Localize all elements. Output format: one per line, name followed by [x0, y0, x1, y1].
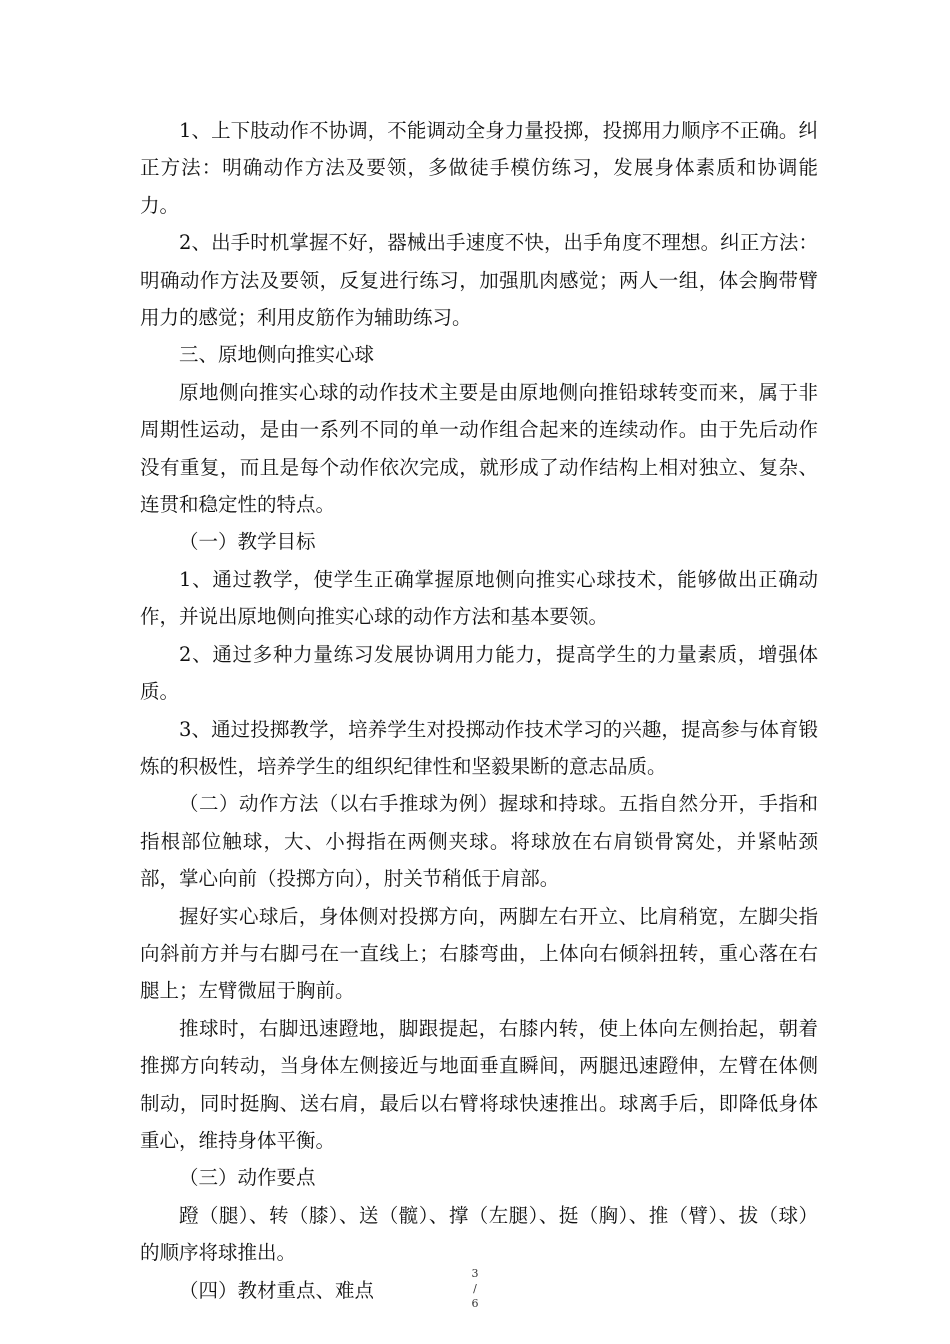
page-number-total: 6: [471, 1297, 479, 1310]
paragraph: 蹬（腿）、转（膝）、送（髋）、撑（左腿）、挺（胸）、推（臂）、拔（球）的顺序将球推出。: [140, 1203, 818, 1265]
subsection-heading: （四）教材重点、难点: [179, 1278, 375, 1302]
subsection-heading: （一）教学目标: [179, 530, 316, 554]
paragraph: 1、上下肢动作不协调，不能调动全身力量投掷，投掷用力顺序不正确。纠正方法：明确动作方法及要领，多做徒手模仿练习，发展身体素质和协调能力。: [140, 119, 818, 217]
paragraph: 2、通过多种力量练习发展协调用力能力，提高学生的力量素质，增强体质。: [140, 642, 818, 704]
section-heading: 三、原地侧向推实心球: [179, 343, 375, 367]
paragraph: 3、通过投掷教学，培养学生对投掷动作技术学习的兴趣，提高参与体育锻炼的积极性，培养学生的组织纪律性和坚毅果断的意志品质。: [140, 717, 818, 778]
paragraph: 推球时，右脚迅速蹬地，脚跟提起，右膝内转，使上体向左侧抬起，朝着推掷方向转动，当身体左侧接近与地面垂直瞬间，两腿迅速蹬伸，左臂在体侧制动，同时挺胸、送右肩，最后以右臂将球快速推出。球离手后，即降低身体重心，维持身体平衡。: [140, 1016, 818, 1152]
page-number-current: 3: [471, 1267, 479, 1280]
document-body: [140, 112, 818, 1309]
paragraph: 2、出手时机掌握不好，器械出手速度不快，出手角度不理想。纠正方法：明确动作方法及要领，反复进行练习，加强肌肉感觉；两人一组，体会胸带臂用力的感觉；利用皮筋作为辅助练习。: [140, 231, 818, 330]
page-number-separator: /: [473, 1282, 477, 1295]
paragraph: （二）动作方法（以右手推球为例）握球和持球。五指自然分开，手指和指根部位触球，大、小拇指在两侧夹球。将球放在右肩锁骨窝处，并紧帖颈部，掌心向前（投掷方向），肘关节稍低于肩部。: [140, 792, 818, 891]
page-number: [465, 1266, 485, 1311]
paragraph: 握好实心球后，身体侧对投掷方向，两脚左右开立、比肩稍宽，左脚尖指向斜前方并与右脚弓在一直线上；右膝弯曲，上体向右倾斜扭转，重心落在右腿上；左臂微屈于胸前。: [140, 904, 818, 1003]
paragraph: 1、通过教学，使学生正确掌握原地侧向推实心球技术，能够做出正确动作，并说出原地侧向推实心球的动作方法和基本要领。: [140, 567, 818, 629]
paragraph: 原地侧向推实心球的动作技术主要是由原地侧向推铅球转变而来，属于非周期性运动，是由一系列不同的单一动作组合起来的连续动作。由于先后动作没有重复，而且是每个动作依次完成，就形成了动作结构上相对独立、复杂、连贯和稳定性的特点。: [140, 380, 818, 517]
subsection-heading: （三）动作要点: [179, 1166, 316, 1190]
